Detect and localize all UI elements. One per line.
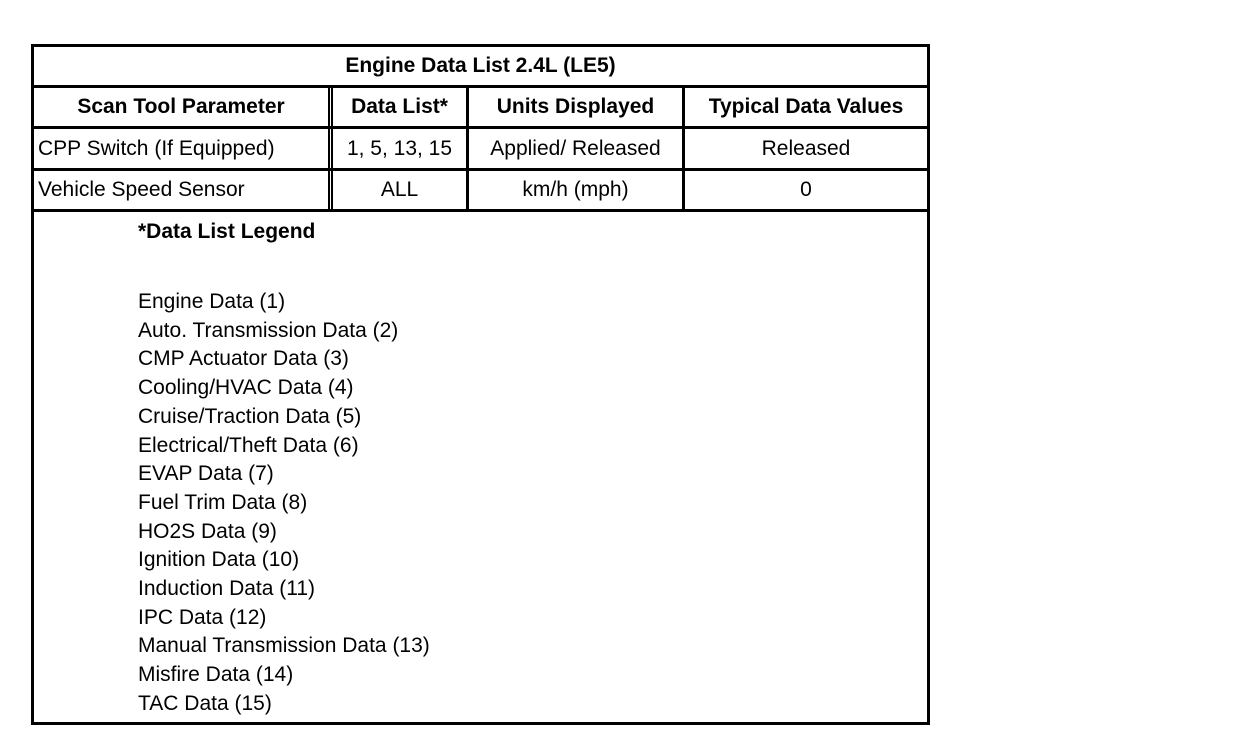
legend-item: EVAP Data (7) <box>138 462 274 486</box>
legend-item: Induction Data (11) <box>138 577 316 601</box>
cell-data-list: 1, 5, 13, 15 <box>328 129 466 168</box>
legend-item: Ignition Data (10) <box>138 548 300 572</box>
legend-item: TAC Data (15) <box>138 691 272 715</box>
legend-item: CMP Actuator Data (3) <box>138 347 349 371</box>
legend-item: Cruise/Traction Data (5) <box>138 404 362 428</box>
cell-parameter: Vehicle Speed Sensor <box>38 178 245 201</box>
legend-item: Engine Data (1) <box>138 290 286 313</box>
data-list-legend <box>34 212 927 722</box>
table-header-row <box>34 88 927 129</box>
table-title-row <box>34 47 927 88</box>
legend-title: *Data List Legend <box>138 220 316 243</box>
legend-list <box>138 288 430 719</box>
legend-item: Auto. Transmission Data (2) <box>138 318 399 342</box>
cell-typical-value: Released <box>682 129 927 168</box>
table-title: Engine Data List 2.4L (LE5) <box>345 54 616 77</box>
cell-typical-value: 0 <box>682 171 927 209</box>
header-scan-tool-parameter: Scan Tool Parameter <box>77 95 285 118</box>
table-row <box>34 171 927 212</box>
engine-data-table <box>31 44 930 725</box>
cell-units: km/h (mph) <box>466 171 682 209</box>
legend-item: Cooling/HVAC Data (4) <box>138 376 354 400</box>
cell-parameter: CPP Switch (If Equipped) <box>38 136 275 160</box>
header-units-displayed: Units Displayed <box>466 88 682 126</box>
legend-item: Fuel Trim Data (8) <box>138 490 308 514</box>
legend-item: IPC Data (12) <box>138 605 267 629</box>
legend-item: Misfire Data (14) <box>138 663 294 687</box>
legend-item: HO2S Data (9) <box>138 519 277 543</box>
header-data-list: Data List* <box>328 88 466 126</box>
cell-data-list: ALL <box>328 171 466 209</box>
legend-item: Electrical/Theft Data (6) <box>138 433 359 457</box>
header-typical-data-values: Typical Data Values <box>682 88 927 126</box>
legend-item: Manual Transmission Data (13) <box>138 634 430 658</box>
table-row <box>34 129 927 171</box>
cell-units: Applied/ Released <box>466 129 682 168</box>
